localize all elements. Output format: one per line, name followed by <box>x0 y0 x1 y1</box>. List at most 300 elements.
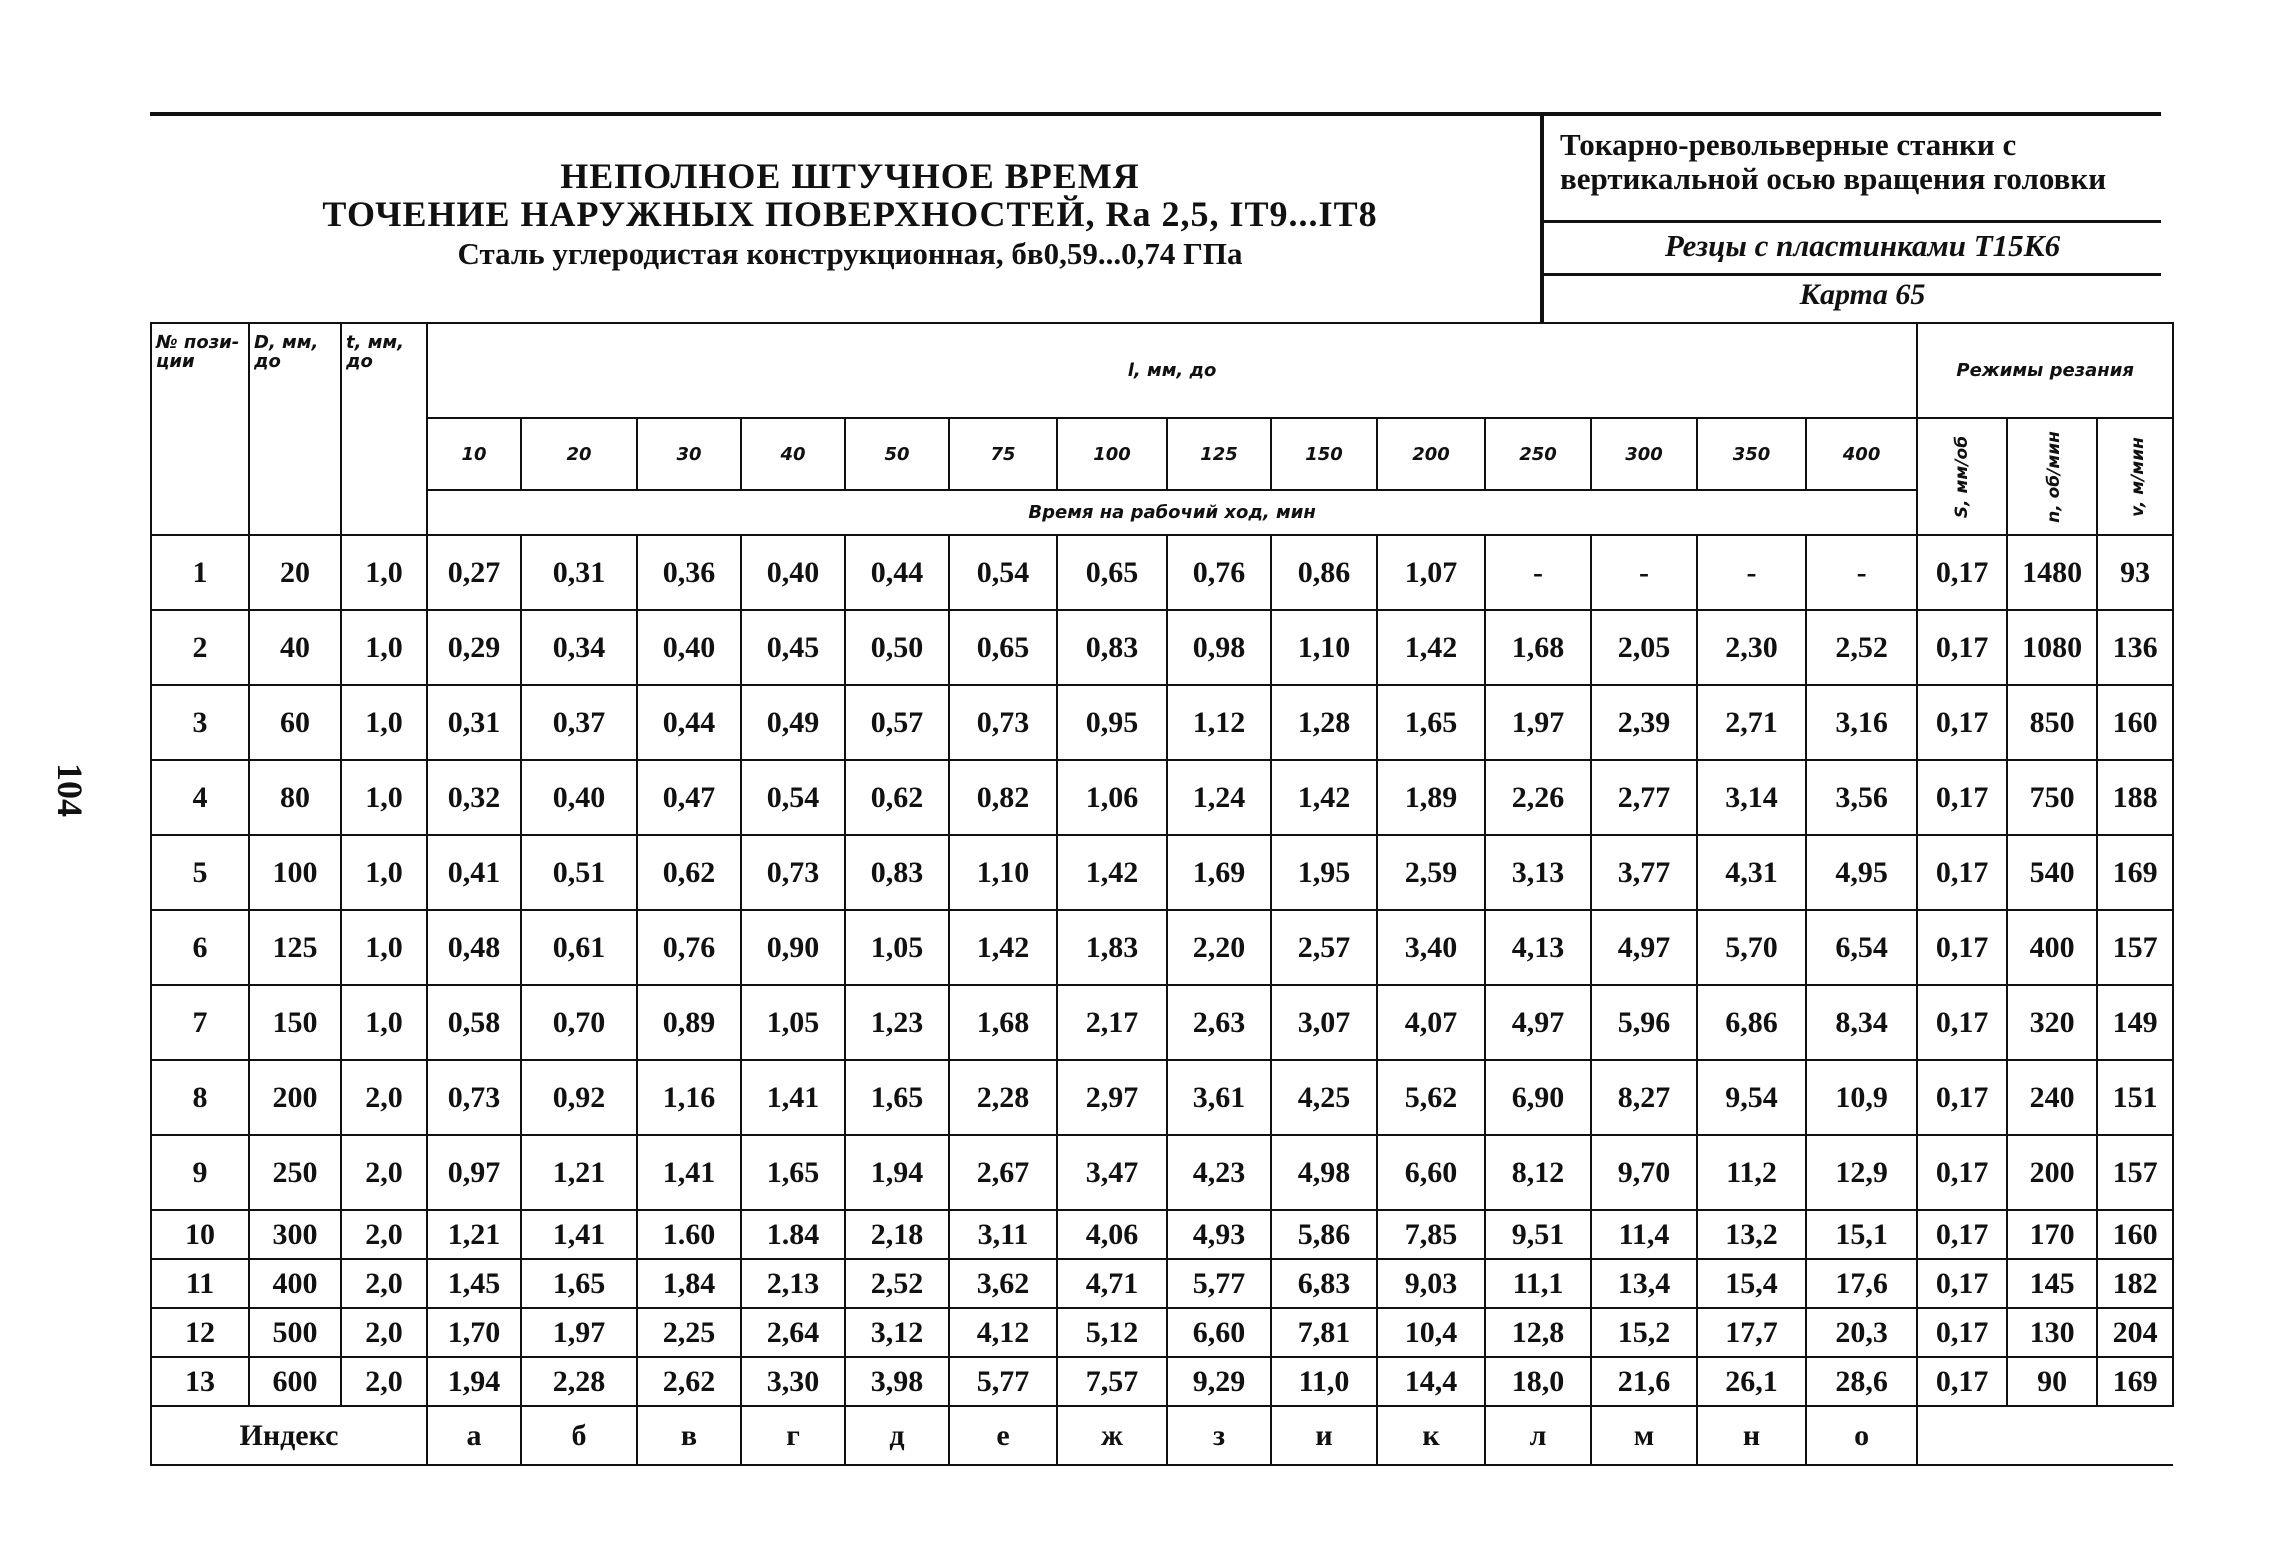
table-cell: 0,57 <box>845 685 949 760</box>
table-cell: 3,56 <box>1806 760 1917 835</box>
table-cell: 6,90 <box>1485 1060 1591 1135</box>
table-cell: 0,17 <box>1917 985 2007 1060</box>
table-cell: 0,17 <box>1917 1060 2007 1135</box>
table-cell: 0,17 <box>1917 835 2007 910</box>
table-cell: 5,12 <box>1057 1308 1167 1357</box>
table-cell: 4,97 <box>1485 985 1591 1060</box>
table-cell: 7,81 <box>1271 1308 1377 1357</box>
table-cell: 1.84 <box>741 1210 845 1259</box>
table-cell: 1,21 <box>521 1135 637 1210</box>
time-header: Время на рабочий ход, мин <box>427 490 1917 535</box>
table-cell: 1,0 <box>341 535 427 610</box>
table-cell: 6 <box>151 910 249 985</box>
table-cell: 160 <box>2097 685 2173 760</box>
table-cell: 2,67 <box>949 1135 1057 1210</box>
table-cell: 10 <box>151 1210 249 1259</box>
table-cell: 13,2 <box>1697 1210 1806 1259</box>
page-number: 104 <box>50 763 90 817</box>
table-cell: 0,45 <box>741 610 845 685</box>
table-cell: 157 <box>2097 910 2173 985</box>
table-cell: 9,29 <box>1167 1357 1271 1406</box>
table-cell: 0,82 <box>949 760 1057 835</box>
table-cell: 1,83 <box>1057 910 1167 985</box>
table-cell: 11,2 <box>1697 1135 1806 1210</box>
table-cell: 0,17 <box>1917 535 2007 610</box>
length-col-125: 125 <box>1167 418 1271 490</box>
table-row <box>151 1135 2173 1210</box>
table-cell: 11,1 <box>1485 1259 1591 1308</box>
table-cell: 1,06 <box>1057 760 1167 835</box>
table-cell: 1,89 <box>1377 760 1485 835</box>
table-cell: 0,44 <box>637 685 741 760</box>
table-cell: 28,6 <box>1806 1357 1917 1406</box>
table-cell: 0,17 <box>1917 760 2007 835</box>
table-cell: 170 <box>2007 1210 2097 1259</box>
table-cell: 2,17 <box>1057 985 1167 1060</box>
length-col-10: 10 <box>427 418 521 490</box>
table-cell: 3,13 <box>1485 835 1591 910</box>
table-cell: 4,31 <box>1697 835 1806 910</box>
length-col-250: 250 <box>1485 418 1591 490</box>
table-cell: 5,70 <box>1697 910 1806 985</box>
table-cell: 0,97 <box>427 1135 521 1210</box>
table-cell: 3,40 <box>1377 910 1485 985</box>
table-cell: 400 <box>2007 910 2097 985</box>
modes-header: Режимы резания <box>1917 323 2173 418</box>
mode-v-header <box>2097 418 2173 535</box>
table-cell: 3,61 <box>1167 1060 1271 1135</box>
table-cell: 2,52 <box>1806 610 1917 685</box>
table-cell: 0,89 <box>637 985 741 1060</box>
table-cell: 1,94 <box>427 1357 521 1406</box>
table-cell: 9,03 <box>1377 1259 1485 1308</box>
table-cell: 2,71 <box>1697 685 1806 760</box>
table-cell: 540 <box>2007 835 2097 910</box>
table-cell: 0,95 <box>1057 685 1167 760</box>
table-cell: 2,0 <box>341 1135 427 1210</box>
table-cell: 1,0 <box>341 685 427 760</box>
table-cell: 17,6 <box>1806 1259 1917 1308</box>
table-cell: 1,42 <box>1377 610 1485 685</box>
table-cell: 2,59 <box>1377 835 1485 910</box>
table-cell: 0,17 <box>1917 610 2007 685</box>
table-cell: 6,60 <box>1377 1135 1485 1210</box>
table-cell: 1,42 <box>949 910 1057 985</box>
table-cell: 2,0 <box>341 1210 427 1259</box>
table-cell: 2,0 <box>341 1060 427 1135</box>
table-cell: 2,13 <box>741 1259 845 1308</box>
length-col-150: 150 <box>1271 418 1377 490</box>
index-row <box>151 1406 2173 1465</box>
table-cell: 1,21 <box>427 1210 521 1259</box>
table-cell: 1,65 <box>1377 685 1485 760</box>
table-cell: 1,0 <box>341 835 427 910</box>
table-cell: 2,62 <box>637 1357 741 1406</box>
table-cell: 1,16 <box>637 1060 741 1135</box>
table-cell: 1,0 <box>341 760 427 835</box>
page-title <box>150 158 1550 269</box>
table-cell: 2,18 <box>845 1210 949 1259</box>
table-cell: 3,16 <box>1806 685 1917 760</box>
table-cell: 1,10 <box>949 835 1057 910</box>
table-cell: 60 <box>249 685 341 760</box>
table-cell: 0,76 <box>637 910 741 985</box>
index-cell: г <box>741 1406 845 1465</box>
table-cell: 1,0 <box>341 610 427 685</box>
table-cell: 4,12 <box>949 1308 1057 1357</box>
table-cell: 150 <box>249 985 341 1060</box>
index-cell: е <box>949 1406 1057 1465</box>
table-cell: 4,98 <box>1271 1135 1377 1210</box>
title-line-1: НЕПОЛНОЕ ШТУЧНОЕ ВРЕМЯ <box>560 156 1140 196</box>
table-cell: 13 <box>151 1357 249 1406</box>
table-cell: 9,54 <box>1697 1060 1806 1135</box>
table-cell: 250 <box>249 1135 341 1210</box>
tool-rule <box>1540 220 2161 223</box>
table-cell: 2,28 <box>521 1357 637 1406</box>
table-cell: 11 <box>151 1259 249 1308</box>
table-cell: 1,84 <box>637 1259 741 1308</box>
table-cell: 8,34 <box>1806 985 1917 1060</box>
index-cell: ж <box>1057 1406 1167 1465</box>
table-cell: 0,73 <box>741 835 845 910</box>
length-header: l, мм, до <box>427 323 1917 418</box>
table-cell: 0,27 <box>427 535 521 610</box>
table-cell: 7 <box>151 985 249 1060</box>
table-cell: 4,07 <box>1377 985 1485 1060</box>
machine-line-1: Токарно-револьверные станки с <box>1560 127 2017 162</box>
table-cell: 850 <box>2007 685 2097 760</box>
table-cell: 0,61 <box>521 910 637 985</box>
table-cell: 1,65 <box>521 1259 637 1308</box>
table-cell: 3,12 <box>845 1308 949 1357</box>
table-cell: 200 <box>249 1060 341 1135</box>
table-cell: 2,63 <box>1167 985 1271 1060</box>
table-cell: 10,9 <box>1806 1060 1917 1135</box>
table-cell: 1,05 <box>741 985 845 1060</box>
table-cell: 11,4 <box>1591 1210 1697 1259</box>
mode-n-header <box>2007 418 2097 535</box>
table-cell: 0,65 <box>1057 535 1167 610</box>
table-cell: 1,12 <box>1167 685 1271 760</box>
table-row <box>151 1210 2173 1259</box>
table-cell: 0,17 <box>1917 1259 2007 1308</box>
table-cell: 20 <box>249 535 341 610</box>
table-cell: 1,65 <box>741 1135 845 1210</box>
table-cell: 12,8 <box>1485 1308 1591 1357</box>
machine-line-2: вертикальной осью вращения головки <box>1560 161 2107 197</box>
table-cell: - <box>1485 535 1591 610</box>
table-cell: 0,31 <box>521 535 637 610</box>
index-cell: м <box>1591 1406 1697 1465</box>
table-cell: 11,0 <box>1271 1357 1377 1406</box>
table-cell: 6,54 <box>1806 910 1917 985</box>
table-cell: 0,90 <box>741 910 845 985</box>
length-col-20: 20 <box>521 418 637 490</box>
table-cell: 3,77 <box>1591 835 1697 910</box>
table-cell: 1,65 <box>845 1060 949 1135</box>
table-cell: 5,62 <box>1377 1060 1485 1135</box>
index-cell: в <box>637 1406 741 1465</box>
table-cell: 145 <box>2007 1259 2097 1308</box>
index-cell: б <box>521 1406 637 1465</box>
table-cell: 1480 <box>2007 535 2097 610</box>
table-cell: 0,17 <box>1917 685 2007 760</box>
table-cell: 157 <box>2097 1135 2173 1210</box>
table-row <box>151 535 2173 610</box>
table-cell: 18,0 <box>1485 1357 1591 1406</box>
table-cell: 0,83 <box>845 835 949 910</box>
table-cell: 1,23 <box>845 985 949 1060</box>
table-cell: 0,17 <box>1917 1210 2007 1259</box>
table-cell: 1,05 <box>845 910 949 985</box>
top-rule <box>150 112 2161 116</box>
table-cell: 4,97 <box>1591 910 1697 985</box>
table-cell: 1,97 <box>521 1308 637 1357</box>
table-cell: 2,30 <box>1697 610 1806 685</box>
table-cell: 0,37 <box>521 685 637 760</box>
table-cell: 3,11 <box>949 1210 1057 1259</box>
table-cell: 2,57 <box>1271 910 1377 985</box>
title-line-3: Сталь углеродистая конструкционная, бв0,59...0,74 ГПа <box>457 236 1243 271</box>
table-cell: 90 <box>2007 1357 2097 1406</box>
time-table <box>150 322 2174 1466</box>
table-cell: 4,06 <box>1057 1210 1167 1259</box>
table-cell: 151 <box>2097 1060 2173 1135</box>
table-row <box>151 835 2173 910</box>
table-cell: 0,73 <box>427 1060 521 1135</box>
table-cell: 400 <box>249 1259 341 1308</box>
table-cell: 20,3 <box>1806 1308 1917 1357</box>
length-col-75: 75 <box>949 418 1057 490</box>
table-cell: 2,52 <box>845 1259 949 1308</box>
table-cell: 0,98 <box>1167 610 1271 685</box>
index-cell: к <box>1377 1406 1485 1465</box>
table-cell: 0,65 <box>949 610 1057 685</box>
table-cell: 0,86 <box>1271 535 1377 610</box>
table-cell: 0,62 <box>637 835 741 910</box>
table-cell: 1080 <box>2007 610 2097 685</box>
table-cell: 4,13 <box>1485 910 1591 985</box>
table-row <box>151 985 2173 1060</box>
table-cell: 0,17 <box>1917 1357 2007 1406</box>
length-col-30: 30 <box>637 418 741 490</box>
table-cell: 1,41 <box>521 1210 637 1259</box>
table-cell: 1,69 <box>1167 835 1271 910</box>
table-cell: 2,28 <box>949 1060 1057 1135</box>
table-cell: 1,42 <box>1057 835 1167 910</box>
table-cell: 1,07 <box>1377 535 1485 610</box>
table-cell: - <box>1806 535 1917 610</box>
table-cell: 2,26 <box>1485 760 1591 835</box>
table-cell: 0,40 <box>637 610 741 685</box>
table-cell: 125 <box>249 910 341 985</box>
table-cell: 2,0 <box>341 1259 427 1308</box>
table-cell: 8,12 <box>1485 1135 1591 1210</box>
table-cell: 15,2 <box>1591 1308 1697 1357</box>
table-cell: 0,32 <box>427 760 521 835</box>
table-row <box>151 760 2173 835</box>
title-line-2: ТОЧЕНИЕ НАРУЖНЫХ ПОВЕРХНОСТЕЙ, Ra 2,5, IT9...IT8 <box>322 194 1378 234</box>
table-cell: 0,29 <box>427 610 521 685</box>
table-cell: 4,71 <box>1057 1259 1167 1308</box>
mode-unit-label: v, м/мин <box>2128 437 2149 517</box>
length-col-50: 50 <box>845 418 949 490</box>
length-col-100: 100 <box>1057 418 1167 490</box>
index-cell: д <box>845 1406 949 1465</box>
table-cell: 750 <box>2007 760 2097 835</box>
table-cell: 0,40 <box>521 760 637 835</box>
table-cell: 2,64 <box>741 1308 845 1357</box>
table-cell: 3,30 <box>741 1357 845 1406</box>
table-cell: 3 <box>151 685 249 760</box>
table-cell: 1,97 <box>1485 685 1591 760</box>
table-cell: 7,57 <box>1057 1357 1167 1406</box>
table-cell: 0,17 <box>1917 1135 2007 1210</box>
length-col-40: 40 <box>741 418 845 490</box>
table-cell: 5,96 <box>1591 985 1697 1060</box>
table-cell: 0,83 <box>1057 610 1167 685</box>
index-blank <box>1917 1406 2173 1465</box>
table-cell: 136 <box>2097 610 2173 685</box>
table-cell: 2,0 <box>341 1357 427 1406</box>
table-cell: 0,49 <box>741 685 845 760</box>
table-cell: 2,25 <box>637 1308 741 1357</box>
table-row <box>151 685 2173 760</box>
col-position-header: № пози-ции <box>151 323 249 535</box>
table-cell: 0,31 <box>427 685 521 760</box>
table-cell: 5 <box>151 835 249 910</box>
table-cell: 15,1 <box>1806 1210 1917 1259</box>
table-cell: 1 <box>151 535 249 610</box>
table-cell: 0,76 <box>1167 535 1271 610</box>
table-cell: 3,07 <box>1271 985 1377 1060</box>
table-row <box>151 1060 2173 1135</box>
table-cell: 1,41 <box>741 1060 845 1135</box>
table-cell: 0,44 <box>845 535 949 610</box>
index-cell: л <box>1485 1406 1591 1465</box>
table-cell: 0,92 <box>521 1060 637 1135</box>
table-cell: 500 <box>249 1308 341 1357</box>
table-cell: 13,4 <box>1591 1259 1697 1308</box>
table-cell: 2,39 <box>1591 685 1697 760</box>
table-cell: 0,54 <box>741 760 845 835</box>
table-cell: 2,20 <box>1167 910 1271 985</box>
table-cell: 9,51 <box>1485 1210 1591 1259</box>
table-cell: 2 <box>151 610 249 685</box>
table-cell: 130 <box>2007 1308 2097 1357</box>
table-cell: 0,50 <box>845 610 949 685</box>
table-cell: 4,93 <box>1167 1210 1271 1259</box>
table-cell: 5,77 <box>949 1357 1057 1406</box>
col-depth-header: t, мм, до <box>341 323 427 535</box>
table-cell: 6,83 <box>1271 1259 1377 1308</box>
table-cell: 1,94 <box>845 1135 949 1210</box>
index-cell: а <box>427 1406 521 1465</box>
length-col-200: 200 <box>1377 418 1485 490</box>
table-cell: 1,95 <box>1271 835 1377 910</box>
table-cell: 100 <box>249 835 341 910</box>
table-cell: 1.60 <box>637 1210 741 1259</box>
index-label: Индекс <box>151 1406 427 1465</box>
table-cell: 1,10 <box>1271 610 1377 685</box>
table-cell: 188 <box>2097 760 2173 835</box>
table-cell: 0,48 <box>427 910 521 985</box>
table-cell: 3,98 <box>845 1357 949 1406</box>
table-cell: 4,95 <box>1806 835 1917 910</box>
table-cell: 1,24 <box>1167 760 1271 835</box>
card-rule <box>1540 273 2161 276</box>
table-cell: 6,86 <box>1697 985 1806 1060</box>
table-cell: 3,62 <box>949 1259 1057 1308</box>
table-cell: 4,23 <box>1167 1135 1271 1210</box>
mode-s-header <box>1917 418 2007 535</box>
table-cell: 1,0 <box>341 910 427 985</box>
table-row <box>151 1357 2173 1406</box>
table-cell: 0,54 <box>949 535 1057 610</box>
table-cell: 14,4 <box>1377 1357 1485 1406</box>
table-cell: 9,70 <box>1591 1135 1697 1210</box>
card-number: Карта 65 <box>1799 278 1926 311</box>
table-cell: 80 <box>249 760 341 835</box>
table-cell: 0,17 <box>1917 910 2007 985</box>
table-cell: 6,60 <box>1167 1308 1271 1357</box>
table-cell: 12 <box>151 1308 249 1357</box>
table-cell: 0,62 <box>845 760 949 835</box>
table-cell: 5,86 <box>1271 1210 1377 1259</box>
table-cell: 2,05 <box>1591 610 1697 685</box>
table-cell: 1,28 <box>1271 685 1377 760</box>
table-cell: 0,36 <box>637 535 741 610</box>
table-cell: 169 <box>2097 1357 2173 1406</box>
table-cell: 160 <box>2097 1210 2173 1259</box>
table-cell: 12,9 <box>1806 1135 1917 1210</box>
tool-title: Резцы с пластинками Т15К6 <box>1664 228 2061 263</box>
mode-unit-label: S, мм/об <box>1952 435 1973 519</box>
table-cell: 9 <box>151 1135 249 1210</box>
table-cell: 1,68 <box>949 985 1057 1060</box>
table-cell: 0,47 <box>637 760 741 835</box>
table-cell: 240 <box>2007 1060 2097 1135</box>
table-cell: 0,34 <box>521 610 637 685</box>
table-cell: 0,51 <box>521 835 637 910</box>
length-col-400: 400 <box>1806 418 1917 490</box>
table-cell: 7,85 <box>1377 1210 1485 1259</box>
table-cell: 204 <box>2097 1308 2173 1357</box>
table-cell: 1,42 <box>1271 760 1377 835</box>
table-cell: 26,1 <box>1697 1357 1806 1406</box>
table-cell: 320 <box>2007 985 2097 1060</box>
table-cell: 10,4 <box>1377 1308 1485 1357</box>
table-cell: 1,68 <box>1485 610 1591 685</box>
length-col-350: 350 <box>1697 418 1806 490</box>
table-cell: 1,41 <box>637 1135 741 1210</box>
table-row <box>151 1259 2173 1308</box>
table-cell: 8,27 <box>1591 1060 1697 1135</box>
table-cell: 0,58 <box>427 985 521 1060</box>
col-diameter-header: D, мм, до <box>249 323 341 535</box>
table-cell: 169 <box>2097 835 2173 910</box>
table-cell: 182 <box>2097 1259 2173 1308</box>
table-cell: 8 <box>151 1060 249 1135</box>
table-cell: 93 <box>2097 535 2173 610</box>
table-cell: 2,0 <box>341 1308 427 1357</box>
table-row <box>151 1308 2173 1357</box>
table-cell: 2,97 <box>1057 1060 1167 1135</box>
table-cell: 0,41 <box>427 835 521 910</box>
table-cell: 0,40 <box>741 535 845 610</box>
table-row <box>151 910 2173 985</box>
